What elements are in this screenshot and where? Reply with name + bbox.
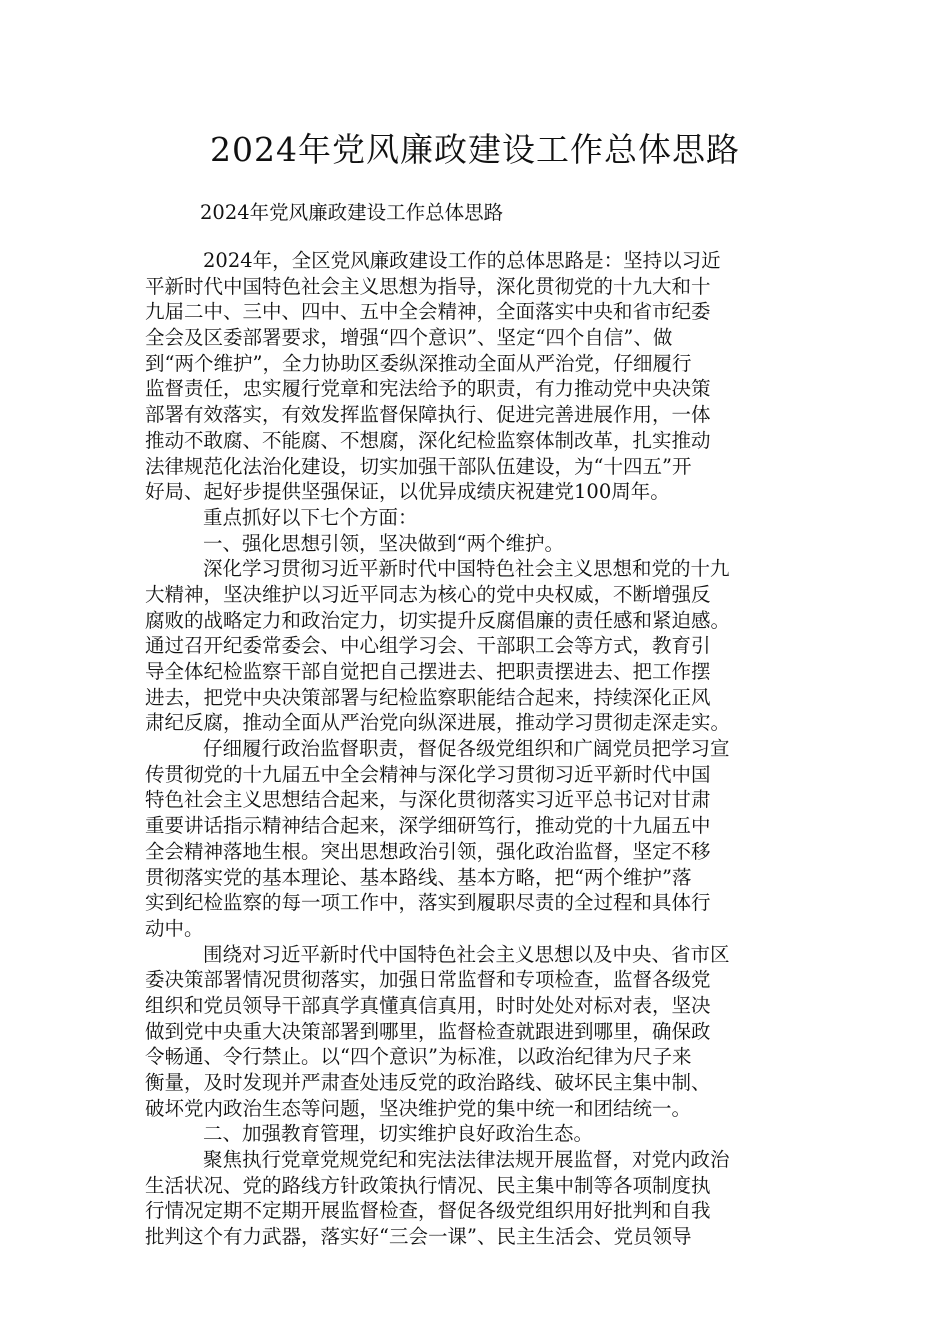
text-line: 平新时代中国特色社会主义思想为指导，深化贯彻党的十九大和十 bbox=[145, 274, 711, 298]
text-line: 通过召开纪委常委会、中心组学习会、干部职工会等方式，教育引 bbox=[145, 634, 711, 658]
text-line: 聚焦执行党章党规党纪和宪法法律法规开展监督，对党内政治 bbox=[203, 1148, 730, 1172]
text-line: 传贯彻党的十九届五中全会精神与深化学习贯彻习近平新时代中国 bbox=[145, 762, 711, 786]
text-line: 导全体纪检监察干部自觉把自己摆进去、把职责摆进去、把工作摆 bbox=[145, 660, 711, 683]
text-line: 九届二中、三中、四中、五中全会精神，全面落实中央和省市纪委 bbox=[145, 300, 711, 324]
text-line: 生活状况、党的路线方针政策执行情况、民主集中制等各项制度执 bbox=[145, 1173, 711, 1197]
text-line: 二、加强教育管理，切实维护良好政治生态。 bbox=[203, 1122, 594, 1146]
text-line: 到“两个维护”，全力协助区委纵深推动全面从严治党，仔细履行 bbox=[145, 351, 692, 375]
text-line: 贯彻落实党的基本理论、基本路线、基本方略，把“两个维护”落 bbox=[145, 865, 692, 889]
text-line: 部署有效落实，有效发挥监督保障执行、促进完善进展作用，一体 bbox=[145, 403, 711, 427]
text-line: 破坏党内政治生态等问题，坚决维护党的集中统一和团结统一。 bbox=[145, 1096, 692, 1120]
text-line: 围绕对习近平新时代中国特色社会主义思想以及中央、省市区 bbox=[203, 942, 730, 966]
text-line: 大精神，坚决维护以习近平同志为核心的党中央权威，不断增强反 bbox=[145, 582, 711, 606]
text-line: 肃纪反腐，推动全面从严治党向纵深进展，推动学习贯彻走深走实。 bbox=[145, 711, 731, 735]
text-line: 做到党中央重大决策部署到哪里，监督检查就跟进到哪里，确保政 bbox=[145, 1019, 711, 1043]
text-line: 全会精神落地生根。突出思想政治引领，强化政治监督，坚定不移 bbox=[145, 839, 711, 863]
text-line: 组织和党员领导干部真学真懂真信真用，时时处处对标对表，坚决 bbox=[145, 993, 711, 1017]
text-line: 实到纪检监察的每一项工作中，落实到履职尽责的全过程和具体行 bbox=[145, 891, 711, 915]
text-line: 委决策部署情况贯彻落实，加强日常监督和专项检查，监督各级党 bbox=[145, 968, 711, 992]
text-line: 一、强化思想引领，坚决做到“两个维护。 bbox=[203, 531, 564, 555]
text-line: 法律规范化法治化建设，切实加强干部队伍建设，为“十四五”开 bbox=[145, 454, 692, 478]
text-line: 全会及区委部署要求，增强“四个意识”、坚定“四个自信”、做 bbox=[145, 326, 673, 350]
document-subtitle: 2024年党风廉政建设工作总体思路 bbox=[200, 201, 504, 224]
text-line: 动中。 bbox=[145, 916, 204, 940]
text-line: 深化学习贯彻习近平新时代中国特色社会主义思想和党的十九 bbox=[203, 557, 730, 581]
text-line: 衡量，及时发现并严肃查处违反党的政治路线、破坏民主集中制、 bbox=[145, 1071, 711, 1094]
text-line: 进去，把党中央决策部署与纪检监察职能结合起来，持续深化正风 bbox=[145, 685, 711, 709]
document-title: 2024年党风廉政建设工作总体思路 bbox=[210, 130, 740, 169]
text-line: 特色社会主义思想结合起来，与深化贯彻落实习近平总书记对甘肃 bbox=[145, 788, 711, 812]
text-line: 好局、起好步提供坚强保证，以优异成绩庆祝建党100周年。 bbox=[145, 480, 670, 504]
text-line: 腐败的战略定力和政治定力，切实提升反腐倡廉的责任感和紧迫感。 bbox=[145, 608, 731, 632]
text-line: 推动不敢腐、不能腐、不想腐，深化纪检监察体制改革，扎实推动 bbox=[145, 428, 711, 452]
text-line: 仔细履行政治监督职责，督促各级党组织和广阔党员把学习宣 bbox=[203, 737, 730, 761]
document-body bbox=[145, 248, 825, 1250]
text-line: 行情况定期不定期开展监督检查，督促各级党组织用好批判和自我 bbox=[145, 1199, 711, 1223]
text-line: 2024年，全区党风廉政建设工作的总体思路是：坚持以习近 bbox=[203, 249, 721, 272]
text-line: 批判这个有力武器，落实好“三会一课”、民主生活会、党员领导 bbox=[145, 1225, 692, 1249]
text-line: 监督责任，忠实履行党章和宪法给予的职责，有力推动党中央决策 bbox=[145, 377, 711, 401]
text-line: 重要讲话指示精神结合起来，深学细研笃行，推动党的十九届五中 bbox=[145, 814, 711, 838]
text-line: 令畅通、令行禁止。以“四个意识”为标准，以政治纪律为尺子来 bbox=[145, 1045, 692, 1069]
text-line: 重点抓好以下七个方面： bbox=[203, 505, 418, 529]
